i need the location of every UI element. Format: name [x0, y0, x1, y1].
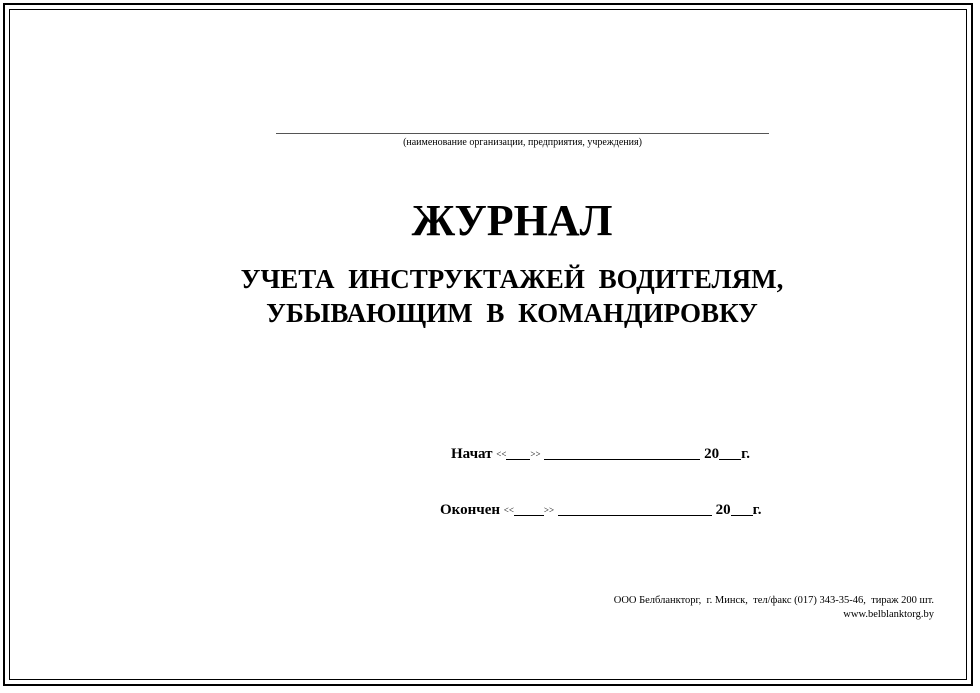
- end-month-blank: [558, 502, 712, 516]
- start-close-quote: >>: [530, 449, 541, 459]
- publisher-line-1: ООО Белбланкторг, г. Минск, тел/факс (017) 343-35-46, тираж 200 шт.: [613, 595, 934, 606]
- end-label: Окончен: [440, 502, 501, 518]
- start-date-row: [451, 445, 750, 463]
- start-year-prefix: 20: [704, 446, 720, 462]
- publisher-website: www.belblanktorg.by: [843, 609, 934, 620]
- organization-caption: (наименование организации, предприятия, учреждения): [403, 137, 642, 148]
- end-date-row: [440, 501, 761, 519]
- start-month-blank: [544, 446, 700, 460]
- end-year-suffix: г.: [752, 502, 762, 518]
- journal-subtitle: [0, 262, 980, 330]
- end-year-prefix: 20: [715, 502, 731, 518]
- organization-name-line: [276, 133, 769, 134]
- start-day-blank: [506, 446, 530, 460]
- page-border-inner: [9, 9, 967, 680]
- end-day-blank: [514, 502, 544, 516]
- end-close-quote: >>: [543, 505, 555, 515]
- end-open-quote: <<: [503, 505, 514, 515]
- start-open-quote: <<: [496, 449, 507, 459]
- start-label: Начат: [451, 446, 493, 462]
- subtitle-line-1: УЧЕТА ИНСТРУКТАЖЕЙ ВОДИТЕЛЯМ,: [240, 264, 784, 294]
- subtitle-line-2: УБЫВАЮЩИМ В КОМАНДИРОВКУ: [266, 298, 758, 328]
- journal-title: ЖУРНАЛ: [411, 196, 613, 245]
- start-year-suffix: г.: [741, 446, 750, 462]
- publisher-info: [614, 594, 934, 622]
- end-year-blank: [731, 502, 753, 516]
- start-year-blank: [719, 446, 741, 460]
